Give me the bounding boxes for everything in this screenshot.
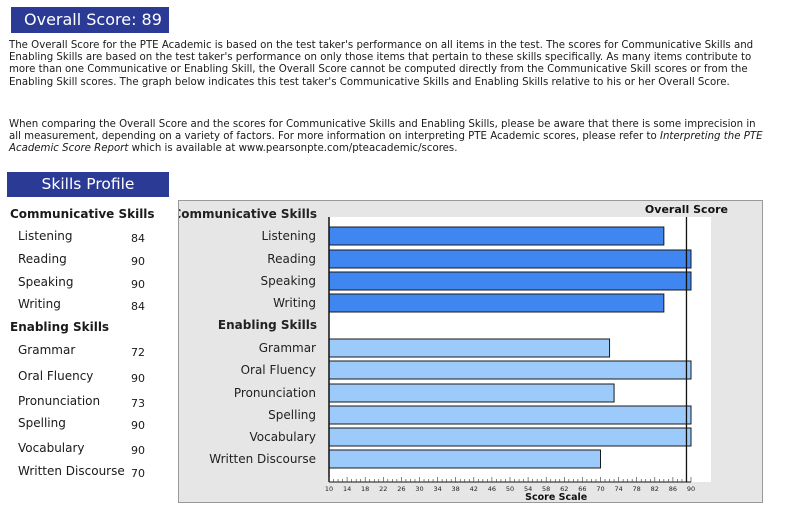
x-tick-label: 74 xyxy=(614,485,623,493)
category-heading-label: Communicative Skills xyxy=(179,207,317,221)
skills-row xyxy=(9,275,169,295)
x-tick-label: 30 xyxy=(415,485,424,493)
skills-row xyxy=(9,441,169,461)
category-label: Listening xyxy=(261,229,316,243)
bar xyxy=(329,428,691,446)
skills-profile-title: Skills Profile xyxy=(7,172,169,197)
skills-row xyxy=(9,394,169,414)
x-tick-label: 78 xyxy=(632,485,641,493)
x-tick-label: 14 xyxy=(342,485,352,493)
category-label: Spelling xyxy=(268,408,316,422)
skills-bar-chart xyxy=(179,201,762,502)
score-report-title: Interpreting the PTE Academic Score Report xyxy=(9,131,763,155)
x-tick-label: 42 xyxy=(469,485,478,493)
x-tick-label: 10 xyxy=(324,485,334,493)
skill-score: 90 xyxy=(131,278,145,291)
skill-score: 84 xyxy=(131,300,145,313)
skill-score: 72 xyxy=(131,346,145,359)
skills-row xyxy=(9,297,169,317)
intro-paragraph: The Overall Score for the PTE Academic is based on the test taker's performance on all items in the test. The scores for Communicative Skills and Enabling Skills are based on the test taker's performance on only those items that pertain to these skills specifically. As many items contribute to more than one Communicative or Enabling Skill, the Overall Score cannot be computed directly from the Communicative Skill scores or from the Enabling Skill scores. The graph below indicates this test taker's Communicative Skills and Enabling Skills relative to his or her Overall Score. xyxy=(9,40,754,88)
category-label: Reading xyxy=(267,252,316,266)
interpretation-paragraph xyxy=(9,119,769,156)
category-label: Speaking xyxy=(260,274,316,288)
bar xyxy=(329,339,610,357)
skill-label: Reading xyxy=(18,252,67,266)
skills-row xyxy=(9,464,169,484)
x-tick-label: 22 xyxy=(379,485,388,493)
bar xyxy=(329,450,601,468)
bar xyxy=(329,406,691,424)
skill-score: 90 xyxy=(131,255,145,268)
overall-score-label: Overall Score xyxy=(644,203,729,216)
interpretation-text: When comparing the Overall Score and the scores for Communicative Skills and Enabling Skills, please be aware that there is some imprecision in all measurement, depending on a variety of factors. For more information on interpreting PTE Academic scores, please refer to xyxy=(9,119,756,143)
skills-row xyxy=(9,252,169,272)
x-tick-label: 70 xyxy=(596,485,605,493)
skills-row xyxy=(9,229,169,249)
bar xyxy=(329,361,691,379)
x-tick-label: 26 xyxy=(397,485,406,493)
section-label: Communicative Skills xyxy=(10,207,155,221)
skill-score: 90 xyxy=(131,444,145,457)
category-label: Writing xyxy=(273,296,316,310)
x-tick-label: 82 xyxy=(650,485,659,493)
x-axis-title: Score Scale xyxy=(525,492,588,502)
category-label: Written Discourse xyxy=(209,452,316,466)
bar xyxy=(329,272,691,290)
bar xyxy=(329,250,691,268)
category-label: Oral Fluency xyxy=(240,363,316,377)
category-label: Grammar xyxy=(258,341,316,355)
skills-chart-panel xyxy=(178,200,763,503)
skill-score: 73 xyxy=(131,397,145,410)
overall-score-title: Overall Score: 89 xyxy=(11,7,169,33)
x-tick-label: 50 xyxy=(505,485,515,493)
skill-score: 84 xyxy=(131,232,145,245)
skill-label: Oral Fluency xyxy=(18,369,94,383)
x-tick-label: 46 xyxy=(487,485,497,493)
x-tick-label: 66 xyxy=(578,485,587,493)
skill-score: 70 xyxy=(131,467,145,480)
x-tick-label: 54 xyxy=(523,485,533,493)
skills-section-heading xyxy=(9,320,169,340)
skill-label: Spelling xyxy=(18,416,66,430)
bar xyxy=(329,294,664,312)
skills-row xyxy=(9,343,169,363)
skill-label: Listening xyxy=(18,229,73,243)
bar xyxy=(329,384,614,402)
bar xyxy=(329,227,664,245)
x-tick-label: 38 xyxy=(451,485,460,493)
skill-score: 90 xyxy=(131,419,145,432)
skill-label: Vocabulary xyxy=(18,441,85,455)
x-tick-label: 62 xyxy=(560,485,569,493)
x-tick-label: 90 xyxy=(686,485,696,493)
skill-label: Speaking xyxy=(18,275,74,289)
interpretation-link-text: which is available at www.pearsonpte.com/pteacademic/scores. xyxy=(128,143,458,155)
skills-section-heading xyxy=(9,207,169,227)
x-tick-label: 86 xyxy=(668,485,678,493)
skill-label: Pronunciation xyxy=(18,394,101,408)
x-tick-label: 18 xyxy=(361,485,370,493)
category-label: Vocabulary xyxy=(249,430,316,444)
x-tick-label: 58 xyxy=(542,485,551,493)
skill-label: Writing xyxy=(18,297,61,311)
section-label: Enabling Skills xyxy=(10,320,110,334)
skill-score: 90 xyxy=(131,372,145,385)
skill-label: Grammar xyxy=(18,343,76,357)
x-tick-label: 34 xyxy=(433,485,442,493)
skills-row xyxy=(9,369,169,389)
skills-row xyxy=(9,416,169,436)
category-heading-label: Enabling Skills xyxy=(217,318,317,332)
category-label: Pronunciation xyxy=(233,386,316,400)
skill-label: Written Discourse xyxy=(18,464,125,478)
